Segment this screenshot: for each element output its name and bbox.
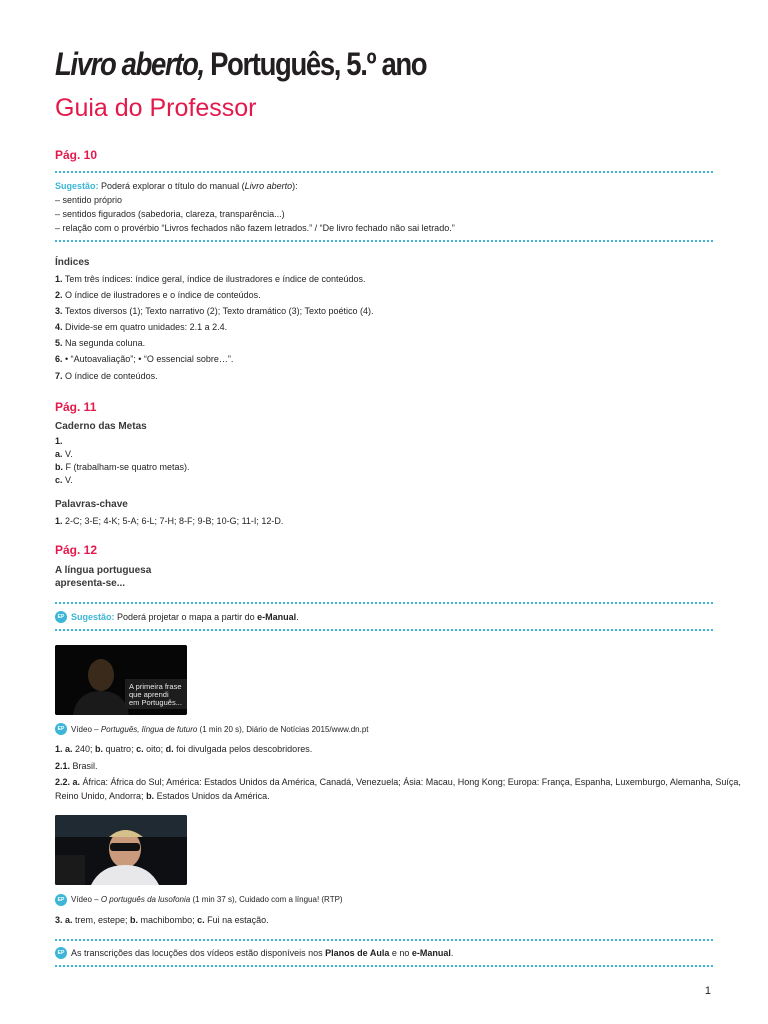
video-caption: A primeira frase que aprendi em Português... — [129, 682, 182, 707]
answer-line: 3. a. trem, estepe; b. machibombo; c. Fui na estação. — [55, 915, 269, 925]
page-number: 1 — [704, 985, 711, 997]
video-icon[interactable]: EP — [55, 894, 67, 906]
dotted-divider — [55, 171, 713, 173]
list-item: 2. O índice de ilustradores e o índice de conteúdos. — [55, 290, 261, 300]
answer-line: Reino Unido, Andorra; b. Estados Unidos da América. — [55, 791, 270, 801]
list-item: 6. • “Autoavaliação”; • “O essencial sobre…”. — [55, 354, 234, 364]
video-thumbnail[interactable] — [55, 815, 187, 885]
emanual-icon[interactable]: EP — [55, 611, 67, 623]
list-item: 1. Tem três índices: índice geral, índice de ilustradores e índice de conteúdos. — [55, 274, 366, 284]
list-item: 1. — [55, 436, 63, 446]
video-frame-image — [55, 815, 187, 885]
list-item: 5. Na segunda coluna. — [55, 338, 146, 348]
dotted-divider — [55, 965, 713, 967]
list-item: 1. 2-C; 3-E; 4-K; 5-A; 6-L; 7-H; 8-F; 9-B; 10-G; 11-I; 12-D. — [55, 516, 284, 526]
palavras-heading: Palavras-chave — [55, 499, 128, 510]
section-heading-pag10: Pág. 10 — [55, 148, 98, 162]
video-thumbnail[interactable] — [55, 645, 187, 715]
transcricoes-note: As transcrições das locuções dos vídeos estão disponíveis nos Planos de Aula e no e-Manual. — [71, 948, 454, 958]
list-item: 3. Textos diversos (1); Texto narrativo (2); Texto dramático (3); Texto poético (4). — [55, 306, 374, 316]
list-item: 7. O índice de conteúdos. — [55, 371, 158, 381]
lingua-heading: A língua portuguesa apresenta-se... — [55, 565, 152, 589]
page-subtitle: Guia do Professor — [55, 94, 257, 122]
emanual-icon[interactable]: EP — [55, 947, 67, 959]
video-credit: Vídeo – Português, língua de futuro (1 min 20 s), Diário de Notícias 2015/www.dn.pt — [71, 725, 369, 734]
video-icon[interactable]: EP — [55, 723, 67, 735]
section-heading-pag11: Pág. 11 — [55, 400, 97, 414]
page-title: Livro aberto, Português, 5.º ano — [55, 46, 427, 82]
dotted-divider — [55, 939, 713, 941]
sugestao-item: – sentidos figurados (sabedoria, clareza, transparência...) — [55, 209, 285, 219]
video-credit: Vídeo – O português da lusofonia (1 min 37 s), Cuidado com a língua! (RTP) — [71, 895, 343, 904]
sugestao-item: – sentido próprio — [55, 195, 123, 205]
section-heading-pag12: Pág. 12 — [55, 543, 98, 557]
list-item: c. V. — [55, 475, 73, 485]
list-item: 4. Divide-se em quatro unidades: 2.1 a 2.4. — [55, 322, 228, 332]
list-item: b. F (trabalham-se quatro metas). — [55, 462, 190, 472]
dotted-divider — [55, 629, 713, 631]
indices-heading: Índices — [55, 257, 90, 268]
answer-line: 2.1. Brasil. — [55, 761, 98, 771]
list-item: a. V. — [55, 449, 73, 459]
sugestao-mapa: Sugestão: Poderá projetar o mapa a partir do e-Manual. — [71, 612, 299, 622]
sugestao-line: Sugestão: Poderá explorar o título do manual (Livro aberto): — [55, 181, 298, 191]
answer-line: 2.2. a. África: África do Sul; América: Estados Unidos da América, Canadá, Venezuela; Ásia: Macau, Hong Kong; Europa: França, Espanha, Luxemburgo, Alemanha, Suíça, — [55, 777, 741, 787]
answer-line: 1. a. 240; b. quatro; c. oito; d. foi divulgada pelos descobridores. — [55, 744, 313, 754]
dotted-divider — [55, 602, 713, 604]
sugestao-item: – relação com o provérbio “Livros fechados não fazem letrados.” / “De livro fechado não sai letrado.” — [55, 223, 455, 233]
caderno-heading: Caderno das Metas — [55, 421, 147, 432]
dotted-divider — [55, 240, 713, 242]
